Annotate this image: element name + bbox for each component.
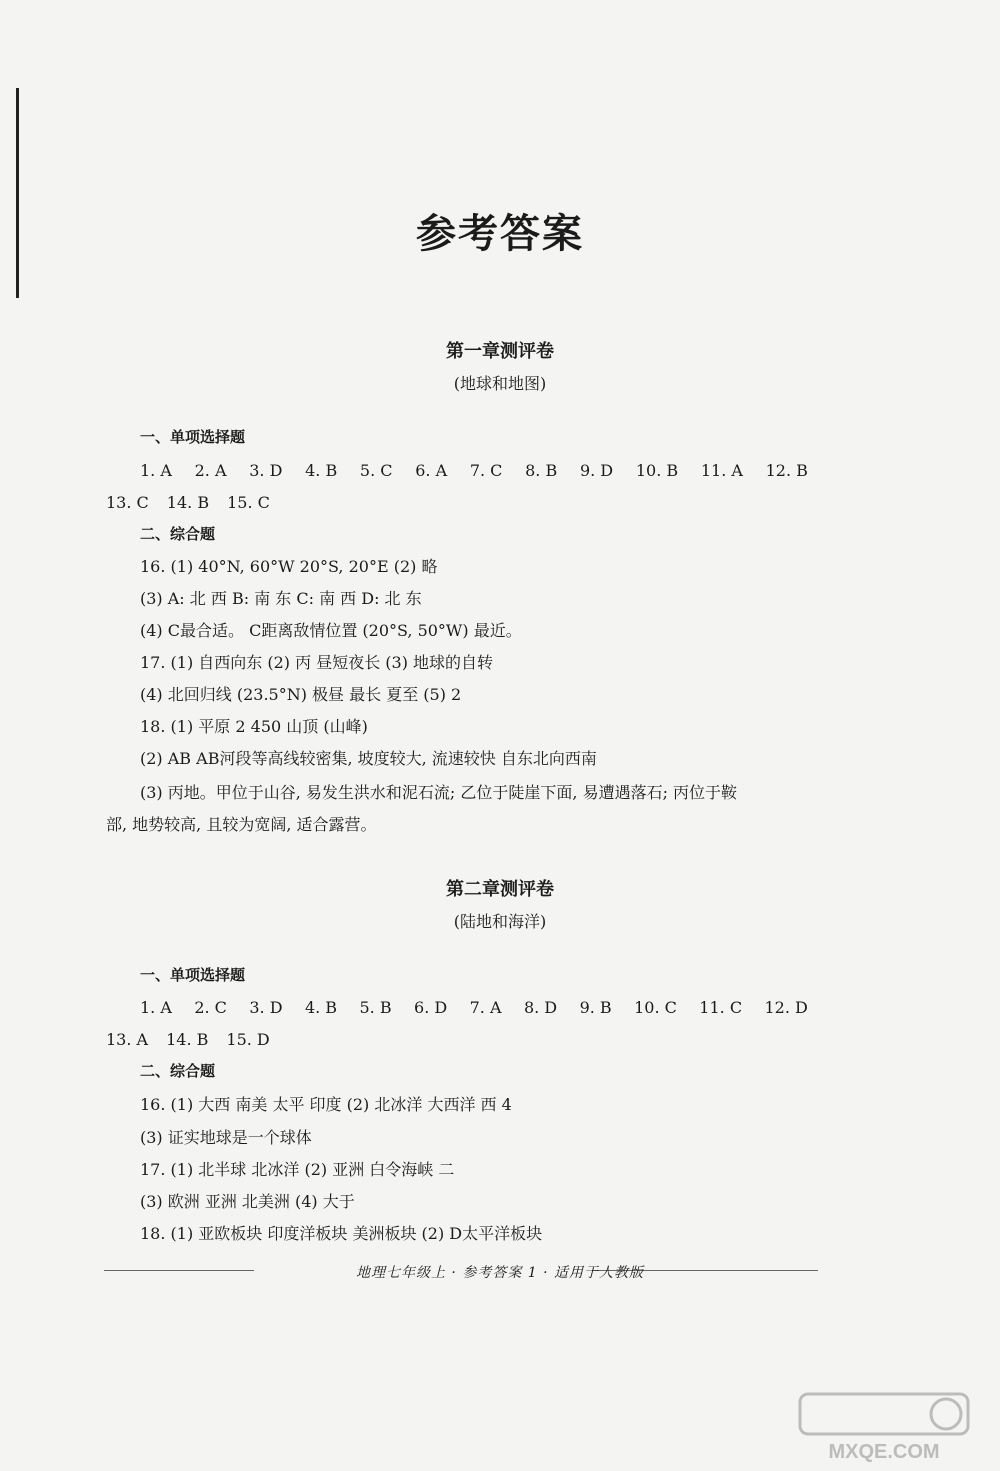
chapter2-mcq-row1 [140, 1000, 808, 1016]
watermark-text: MXQE.COM [828, 1441, 940, 1463]
answer-line: (3) 丙地。甲位于山谷, 易发生洪水和泥石流; 乙位于陡崖下面, 易遭遇落石; 丙位于鞍 [140, 783, 738, 802]
answer-line: (4) C最合适。 C距离敌情位置 (20°S, 50°W) 最近。 [140, 621, 522, 640]
answer-line: 17. (1) 自西向东 (2) 丙 昼短夜长 (3) 地球的自转 [140, 653, 494, 672]
mcq-answer: 13. A [106, 1030, 149, 1049]
mcq-answer: 15. D [226, 1030, 270, 1049]
mcq-answer: 3. D [249, 998, 283, 1017]
mcq-answer: 2. C [194, 998, 227, 1017]
answer-line: 17. (1) 北半球 北冰洋 (2) 亚洲 白令海峡 二 [140, 1160, 455, 1179]
mcq-answer: 9. D [579, 461, 614, 480]
chapter2-mcq-row2 [106, 1032, 270, 1048]
mcq-answer: 11. C [699, 998, 743, 1017]
answer-line: (3) 欧洲 亚洲 北美洲 (4) 大于 [140, 1192, 355, 1211]
mcq-answer: 10. C [634, 998, 677, 1017]
mcq-answer: 11. A [700, 461, 743, 480]
answer-line: (2) AB AB河段等高线较密集, 坡度较大, 流速较快 自东北向西南 [140, 749, 597, 768]
mcq-answer: 1. A [140, 461, 172, 480]
chapter2-section2-heading: 二、综合题 [140, 1062, 216, 1080]
page-title: 参考答案 [416, 210, 584, 257]
chapter1-subtitle: (地球和地图) [453, 374, 547, 393]
mcq-answer: 7. C [469, 461, 503, 480]
answer-line: 18. (1) 平原 2 450 山顶 (山峰) [140, 717, 368, 736]
mcq-answer: 12. D [764, 998, 808, 1017]
mcq-answer: 6. A [415, 461, 448, 480]
chapter1-mcq-row2 [106, 495, 270, 511]
mcq-answer: 9. B [579, 998, 612, 1017]
mcq-answer: 8. D [523, 998, 558, 1017]
binding-mark [16, 88, 19, 298]
answer-line: 16. (1) 大西 南美 太平 印度 (2) 北冰洋 大西洋 西 4 [140, 1095, 512, 1114]
answer-line: 18. (1) 亚欧板块 印度洋板块 美洲板块 (2) D太平洋板块 [140, 1224, 543, 1243]
mcq-answer: 4. B [305, 461, 338, 480]
watermark-logo [796, 1392, 972, 1464]
mcq-answer: 10. B [635, 461, 679, 480]
chapter1-section2-heading: 二、综合题 [140, 525, 216, 543]
mcq-answer: 14. B [166, 493, 210, 512]
page-footer: 地理七年级上 · 参考答案 1 · 适用于人教版 [355, 1265, 645, 1281]
answer-line: (4) 北回归线 (23.5°N) 极昼 最长 夏至 (5) 2 [140, 685, 462, 704]
mcq-answer: 5. B [359, 998, 392, 1017]
answer-line: (3) A: 北 西 B: 南 东 C: 南 西 D: 北 东 [140, 589, 422, 608]
mcq-answer: 2. A [194, 461, 227, 480]
mcq-answer: 12. B [765, 461, 808, 480]
mcq-answer: 13. C [106, 493, 149, 512]
mcq-answer: 4. B [304, 998, 338, 1017]
mcq-answer: 5. C [359, 461, 393, 480]
chapter2-title: 第二章测评卷 [446, 879, 554, 900]
answer-line: (3) 证实地球是一个球体 [140, 1128, 312, 1147]
chapter1-mcq-row1 [140, 463, 808, 479]
mcq-answer: 1. A [140, 998, 172, 1017]
mcq-answer: 14. B [166, 1030, 209, 1049]
mcq-answer: 15. C [227, 493, 270, 512]
mcq-answer: 3. D [249, 461, 283, 480]
chapter1-section1-heading: 一、单项选择题 [140, 428, 246, 446]
mcq-answer: 6. D [414, 998, 448, 1017]
answer-line: 部, 地势较高, 且较为宽阔, 适合露营。 [106, 815, 377, 834]
answer-line: 16. (1) 40°N, 60°W 20°S, 20°E (2) 略 [140, 557, 438, 576]
chapter2-section1-heading: 一、单项选择题 [140, 966, 246, 984]
chapter1-title: 第一章测评卷 [446, 341, 554, 362]
chapter2-subtitle: (陆地和海洋) [453, 912, 547, 931]
mcq-answer: 8. B [525, 461, 558, 480]
mcq-answer: 7. A [469, 998, 502, 1017]
